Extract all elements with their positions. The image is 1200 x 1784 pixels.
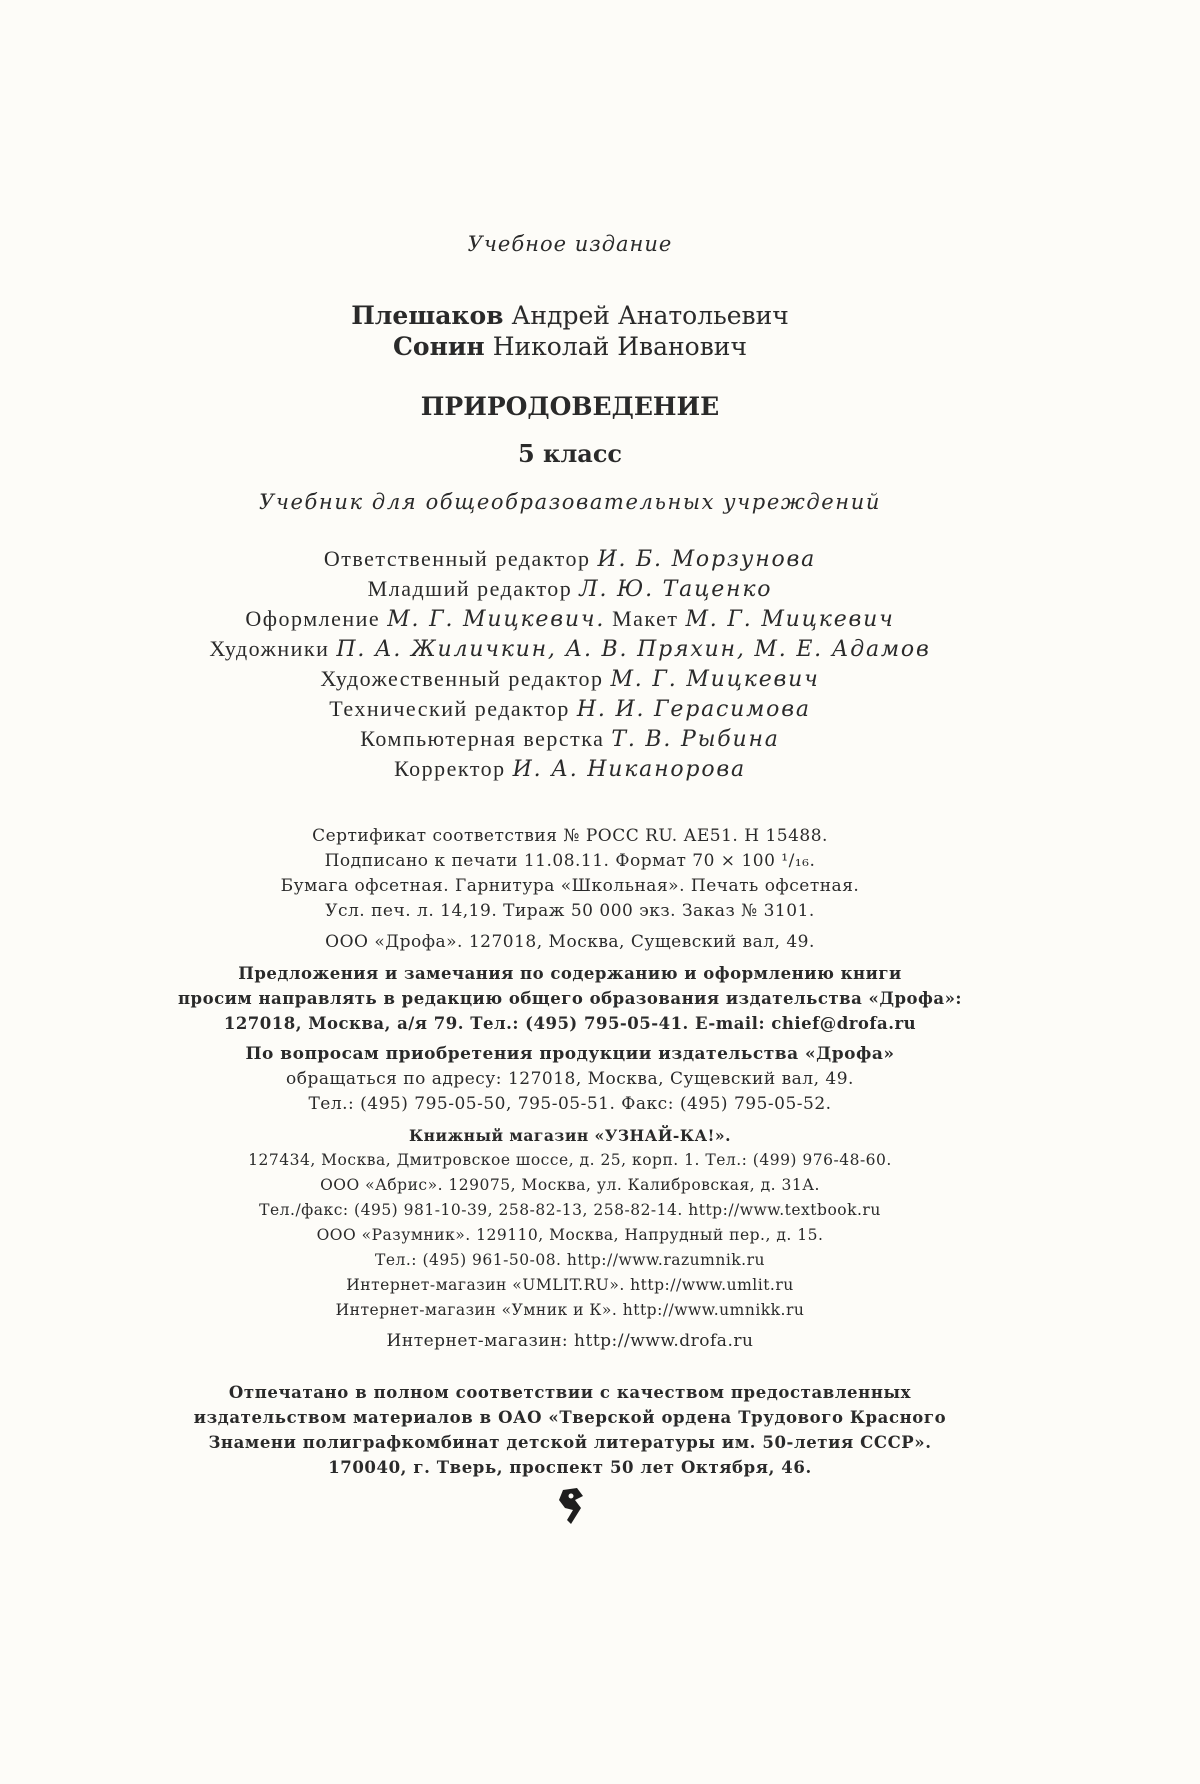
purchase-block — [0, 1042, 1200, 1117]
credit-role: Компьютерная верстка — [360, 726, 605, 751]
credit-line — [0, 754, 1200, 784]
printed-line: Знамени полиграфкомбинат детской литературы им. 50-летия СССР». — [208, 1433, 932, 1452]
shop-line: ООО «Абрис». 129075, Москва, ул. Калибровская, д. 31А. — [320, 1176, 820, 1194]
run-line: Усл. печ. л. 14,19. Тираж 50 000 экз. Заказ № 3101. — [325, 901, 815, 921]
credit-role: Художники — [209, 636, 330, 661]
paper-line: Бумага офсетная. Гарнитура «Школьная». Печать офсетная. — [280, 876, 860, 896]
author-surname: Плешаков — [351, 301, 504, 330]
credit-line — [0, 724, 1200, 754]
credit-person: Н. И. Герасимова — [576, 697, 811, 722]
feedback-line: 127018, Москва, а/я 79. Тел.: (495) 795-05-41. E-mail: chief@drofa.ru — [223, 1014, 917, 1033]
shops-block — [0, 1123, 1200, 1354]
credit-role: Макет — [612, 606, 679, 631]
book-title: ПРИРОДОВЕДЕНИЕ — [420, 392, 720, 421]
credit-role: Художественный редактор — [320, 666, 604, 691]
author-name: Андрей Анатольевич — [511, 301, 789, 330]
shop-line: Тел./факс: (495) 981-10-39, 258-82-13, 258-82-14. http://www.textbook.ru — [259, 1201, 881, 1219]
purchase-line: Тел.: (495) 795-05-50, 795-05-51. Факс: (495) 795-05-52. — [308, 1094, 832, 1114]
author-name: Николай Иванович — [492, 332, 747, 361]
shop-line: Интернет-магазин: http://www.drofa.ru — [386, 1331, 754, 1351]
credit-line — [0, 544, 1200, 574]
credit-person: И. А. Никанорова — [512, 757, 746, 782]
shop-title: Книжный магазин «УЗНАЙ-КА!». — [409, 1126, 731, 1145]
credit-line — [0, 574, 1200, 604]
author-1 — [0, 300, 1200, 331]
credit-person: М. Г. Мицкевич. — [387, 607, 606, 632]
authors — [0, 300, 1200, 362]
printed-line: издательством материалов в ОАО «Тверской ордена Трудового Красного — [193, 1408, 947, 1427]
purchase-line: обращаться по адресу: 127018, Москва, Сущевский вал, 49. — [286, 1069, 854, 1089]
credit-person: Т. В. Рыбина — [611, 727, 780, 752]
feedback-block — [0, 961, 1200, 1036]
credit-role: Ответственный редактор — [323, 546, 591, 571]
credit-role: Младший редактор — [367, 576, 573, 601]
book-subtitle: Учебник для общеобразовательных учреждений — [259, 490, 881, 514]
credit-role: Технический редактор — [329, 696, 570, 721]
shop-line: Интернет-магазин «UMLIT.RU». http://www.umlit.ru — [346, 1276, 794, 1294]
credit-role: Корректор — [394, 756, 506, 781]
printer-logo-icon — [553, 1486, 587, 1526]
credit-person: М. Г. Мицкевич — [685, 607, 895, 632]
credit-line — [0, 634, 1200, 664]
feedback-line: Предложения и замечания по содержанию и оформлению книги — [238, 964, 902, 983]
printed-line: Отпечатано в полном соответствии с качеством предоставленных — [228, 1383, 912, 1402]
shop-line: Тел.: (495) 961-50-08. http://www.razumnik.ru — [375, 1251, 765, 1269]
credit-role: Оформление — [245, 606, 381, 631]
credit-line — [0, 694, 1200, 724]
credit-person: П. А. Жиличкин, А. В. Пряхин, М. Е. Адамов — [336, 637, 931, 662]
shop-line: 127434, Москва, Дмитровское шоссе, д. 25, корп. 1. Тел.: (499) 976-48-60. — [248, 1151, 892, 1169]
publisher-line: ООО «Дрофа». 127018, Москва, Сущевский вал, 49. — [325, 932, 815, 952]
imprint-block — [0, 824, 1200, 1354]
credit-person: М. Г. Мицкевич — [610, 667, 820, 692]
certificate-line: Сертификат соответствия № РОСС RU. АЕ51. Н 15488. — [312, 826, 828, 846]
credit-line — [0, 604, 1200, 634]
author-2 — [0, 331, 1200, 362]
book-grade: 5 класс — [517, 439, 623, 468]
printed-line: 170040, г. Тверь, проспект 50 лет Октября, 46. — [328, 1458, 812, 1477]
shop-line: ООО «Разумник». 129110, Москва, Напрудный пер., д. 15. — [316, 1226, 824, 1244]
credits-list — [0, 544, 1200, 784]
signed-line: Подписано к печати 11.08.11. Формат 70 × 100 ¹/₁₆. — [324, 851, 816, 871]
credit-person: Л. Ю. Таценко — [579, 577, 773, 602]
shop-line: Интернет-магазин «Умник и К». http://www.umnikk.ru — [335, 1301, 805, 1319]
printed-block — [0, 1380, 1200, 1480]
series-label: Учебное издание — [467, 232, 673, 256]
purchase-line: По вопросам приобретения продукции издательства «Дрофа» — [245, 1044, 895, 1064]
credit-line — [0, 664, 1200, 694]
author-surname: Сонин — [393, 332, 485, 361]
feedback-line: просим направлять в редакцию общего образования издательства «Дрофа»: — [177, 989, 963, 1008]
credit-person: И. Б. Морзунова — [597, 547, 817, 572]
